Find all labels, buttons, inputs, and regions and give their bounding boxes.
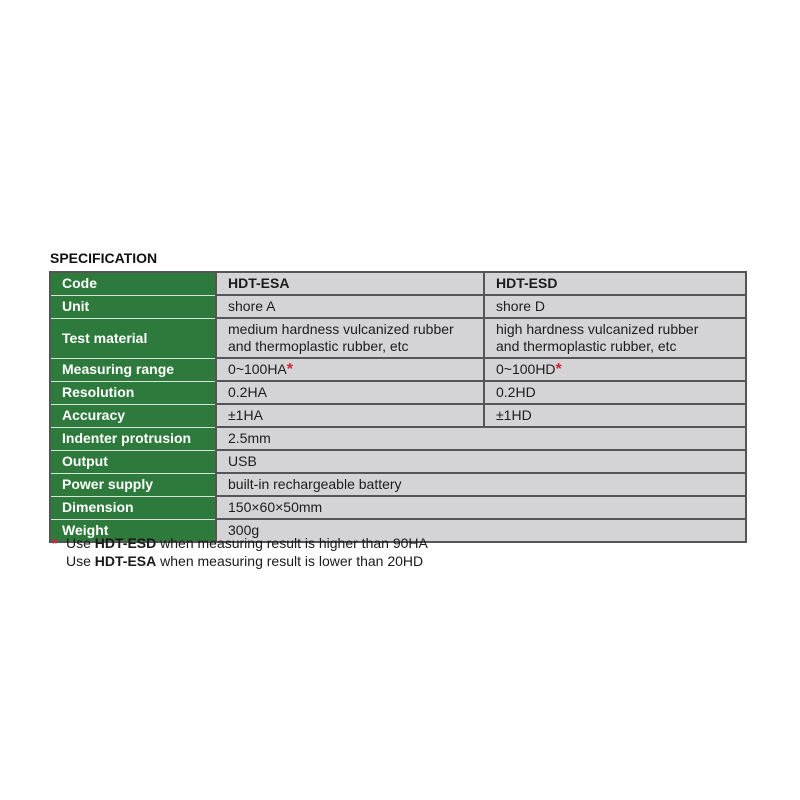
cell-a-line2: and thermoplastic rubber, etc (228, 338, 409, 354)
cell-b-line1: high hardness vulcanized rubber (496, 321, 699, 337)
row-label: Accuracy (50, 404, 216, 427)
table-row-output (50, 450, 746, 473)
footnote-line-2 (52, 552, 428, 570)
table-row-code (50, 272, 746, 295)
table-row-dimension (50, 496, 746, 519)
cell-a: shore A (216, 295, 484, 318)
table-row-unit (50, 295, 746, 318)
row-label: Resolution (50, 381, 216, 404)
note-text: Use (66, 553, 95, 569)
row-label: Output (50, 450, 216, 473)
note-text: Use (66, 535, 95, 551)
cell-b: shore D (484, 295, 746, 318)
table-row-indenter-protrusion (50, 427, 746, 450)
cell-b: 0.2HD (484, 381, 746, 404)
cell-b-line2: and thermoplastic rubber, etc (496, 338, 677, 354)
row-label: Code (50, 272, 216, 295)
cell-a (216, 358, 484, 381)
cell-a (216, 318, 484, 358)
asterisk-icon: * (555, 361, 562, 378)
table-row-resolution (50, 381, 746, 404)
note-model: HDT-ESD (94, 535, 157, 551)
asterisk-icon: * (52, 535, 58, 551)
asterisk-icon: * (286, 361, 294, 378)
spec-table (49, 271, 747, 543)
model-b-header: HDT-ESD (484, 272, 746, 295)
row-label: Test material (50, 318, 216, 358)
cell-a-line1: medium hardness vulcanized rubber (228, 321, 454, 337)
cell-shared: built-in rechargeable battery (216, 473, 746, 496)
row-label: Weight (50, 519, 216, 542)
cell-b: ±1HD (484, 404, 746, 427)
cell-b (484, 318, 746, 358)
row-label: Indenter protrusion (50, 427, 216, 450)
spec-title: SPECIFICATION (50, 250, 158, 266)
row-label: Dimension (50, 496, 216, 519)
note-text: when measuring result is lower than 20HD (156, 553, 424, 569)
row-label: Unit (50, 295, 216, 318)
cell-shared: 150×60×50mm (216, 496, 746, 519)
note-model: HDT-ESA (94, 553, 157, 569)
cell-shared: 300g (216, 519, 746, 542)
cell-shared: USB (216, 450, 746, 473)
cell-shared: 2.5mm (216, 427, 746, 450)
row-label: Power supply (50, 473, 216, 496)
note-text: when measuring result is higher than 90HA (156, 535, 428, 551)
model-a-header: HDT-ESA (216, 272, 484, 295)
table-row-power-supply (50, 473, 746, 496)
cell-b (484, 358, 746, 381)
footnote-line-1 (52, 534, 428, 552)
table-row-measuring-range (50, 358, 746, 381)
cell-a: ±1HA (216, 404, 484, 427)
cell-a-value: 0~100HA (228, 361, 287, 377)
table-row-test-material (50, 318, 746, 358)
row-label: Measuring range (50, 358, 216, 381)
table-row-accuracy (50, 404, 746, 427)
cell-b-value: 0~100HD (496, 361, 556, 377)
cell-a: 0.2HA (216, 381, 484, 404)
footnotes (52, 534, 428, 570)
